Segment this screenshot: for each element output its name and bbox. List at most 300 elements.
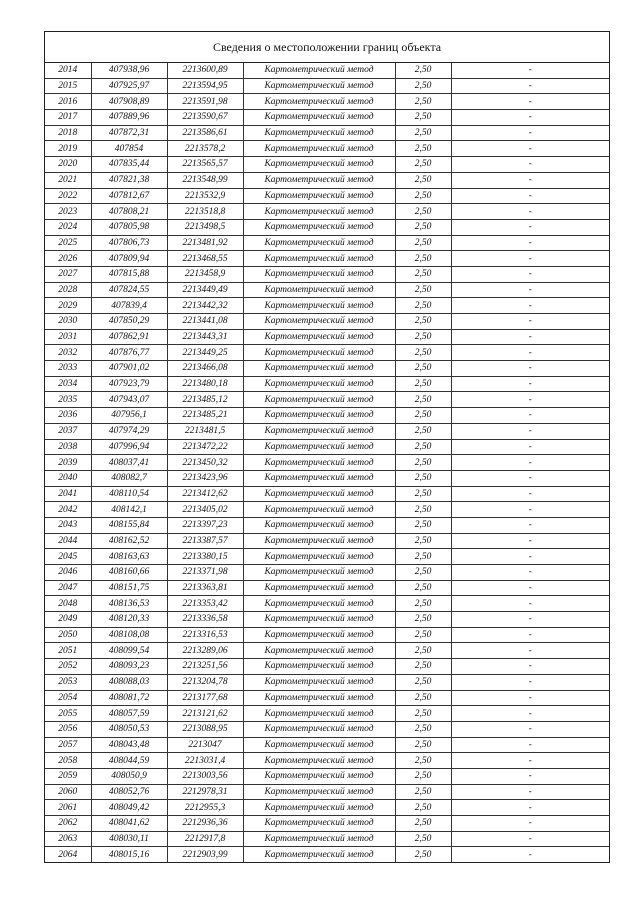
point-number-cell: 2052 [45, 659, 91, 675]
x-coordinate-cell: 408082,7 [91, 470, 167, 486]
table-row [45, 157, 609, 173]
x-coordinate-cell: 407938,96 [91, 63, 167, 78]
method-cell: Картометрический метод [243, 376, 395, 392]
description-cell: - [451, 627, 609, 643]
point-number-cell: 2017 [45, 110, 91, 126]
precision-cell: 2,50 [395, 533, 451, 549]
method-cell: Картометрический метод [243, 235, 395, 251]
method-cell: Картометрический метод [243, 251, 395, 267]
table-row [45, 329, 609, 345]
table-row [45, 486, 609, 502]
table-row [45, 110, 609, 126]
table-row [45, 627, 609, 643]
precision-cell: 2,50 [395, 78, 451, 94]
precision-cell: 2,50 [395, 659, 451, 675]
point-number-cell: 2037 [45, 423, 91, 439]
y-coordinate-cell: 2213121,62 [167, 706, 243, 722]
point-number-cell: 2024 [45, 219, 91, 235]
precision-cell: 2,50 [395, 690, 451, 706]
method-cell: Картометрический метод [243, 470, 395, 486]
table-row [45, 580, 609, 596]
description-cell: - [451, 298, 609, 314]
point-number-cell: 2063 [45, 831, 91, 847]
description-cell: - [451, 737, 609, 753]
y-coordinate-cell: 2213565,57 [167, 157, 243, 173]
y-coordinate-cell: 2213449,49 [167, 282, 243, 298]
description-cell: - [451, 831, 609, 847]
table-row [45, 251, 609, 267]
x-coordinate-cell: 407876,77 [91, 345, 167, 361]
precision-cell: 2,50 [395, 737, 451, 753]
precision-cell: 2,50 [395, 706, 451, 722]
method-cell: Картометрический метод [243, 282, 395, 298]
method-cell: Картометрический метод [243, 831, 395, 847]
precision-cell: 2,50 [395, 643, 451, 659]
precision-cell: 2,50 [395, 784, 451, 800]
table-row [45, 172, 609, 188]
x-coordinate-cell: 408093,23 [91, 659, 167, 675]
x-coordinate-cell: 408049,42 [91, 800, 167, 816]
x-coordinate-cell: 407850,29 [91, 314, 167, 330]
table-row [45, 596, 609, 612]
description-cell: - [451, 172, 609, 188]
table-row [45, 219, 609, 235]
y-coordinate-cell: 2213088,95 [167, 721, 243, 737]
y-coordinate-cell: 2212978,31 [167, 784, 243, 800]
precision-cell: 2,50 [395, 423, 451, 439]
y-coordinate-cell: 2213387,57 [167, 533, 243, 549]
y-coordinate-cell: 2213466,08 [167, 361, 243, 377]
point-number-cell: 2026 [45, 251, 91, 267]
point-number-cell: 2062 [45, 816, 91, 832]
x-coordinate-cell: 408099,54 [91, 643, 167, 659]
precision-cell: 2,50 [395, 314, 451, 330]
x-coordinate-cell: 407974,29 [91, 423, 167, 439]
table-row [45, 314, 609, 330]
description-cell: - [451, 674, 609, 690]
y-coordinate-cell: 2213586,61 [167, 125, 243, 141]
table-row [45, 94, 609, 110]
point-number-cell: 2030 [45, 314, 91, 330]
method-cell: Картометрический метод [243, 643, 395, 659]
point-number-cell: 2038 [45, 439, 91, 455]
method-cell: Картометрический метод [243, 565, 395, 581]
table-row [45, 612, 609, 628]
y-coordinate-cell: 2213371,98 [167, 565, 243, 581]
precision-cell: 2,50 [395, 361, 451, 377]
point-number-cell: 2032 [45, 345, 91, 361]
table-row [45, 549, 609, 565]
y-coordinate-cell: 2213289,06 [167, 643, 243, 659]
y-coordinate-cell: 2213468,55 [167, 251, 243, 267]
table-row [45, 298, 609, 314]
point-number-cell: 2040 [45, 470, 91, 486]
x-coordinate-cell: 407809,94 [91, 251, 167, 267]
method-cell: Картометрический метод [243, 768, 395, 784]
x-coordinate-cell: 408088,03 [91, 674, 167, 690]
table-row [45, 847, 609, 862]
precision-cell: 2,50 [395, 235, 451, 251]
description-cell: - [451, 125, 609, 141]
y-coordinate-cell: 2213548,99 [167, 172, 243, 188]
table-row [45, 204, 609, 220]
point-number-cell: 2020 [45, 157, 91, 173]
description-cell: - [451, 78, 609, 94]
method-cell: Картометрический метод [243, 141, 395, 157]
table-row [45, 345, 609, 361]
x-coordinate-cell: 407821,38 [91, 172, 167, 188]
method-cell: Картометрический метод [243, 784, 395, 800]
y-coordinate-cell: 2213380,15 [167, 549, 243, 565]
y-coordinate-cell: 2213204,78 [167, 674, 243, 690]
precision-cell: 2,50 [395, 219, 451, 235]
description-cell: - [451, 251, 609, 267]
table-row [45, 235, 609, 251]
coordinates-table [45, 63, 609, 862]
point-number-cell: 2060 [45, 784, 91, 800]
x-coordinate-cell: 408044,59 [91, 753, 167, 769]
y-coordinate-cell: 2213458,9 [167, 266, 243, 282]
x-coordinate-cell: 408162,52 [91, 533, 167, 549]
description-cell: - [451, 549, 609, 565]
table-row [45, 63, 609, 78]
point-number-cell: 2021 [45, 172, 91, 188]
point-number-cell: 2048 [45, 596, 91, 612]
table-row [45, 408, 609, 424]
precision-cell: 2,50 [395, 627, 451, 643]
table-row [45, 141, 609, 157]
method-cell: Картометрический метод [243, 659, 395, 675]
description-cell: - [451, 847, 609, 862]
precision-cell: 2,50 [395, 298, 451, 314]
y-coordinate-cell: 2213449,25 [167, 345, 243, 361]
x-coordinate-cell: 408108,08 [91, 627, 167, 643]
precision-cell: 2,50 [395, 847, 451, 862]
precision-cell: 2,50 [395, 188, 451, 204]
description-cell: - [451, 643, 609, 659]
method-cell: Картометрический метод [243, 94, 395, 110]
table-row [45, 470, 609, 486]
method-cell: Картометрический метод [243, 580, 395, 596]
point-number-cell: 2047 [45, 580, 91, 596]
description-cell: - [451, 470, 609, 486]
x-coordinate-cell: 408155,84 [91, 517, 167, 533]
precision-cell: 2,50 [395, 63, 451, 78]
x-coordinate-cell: 408057,59 [91, 706, 167, 722]
method-cell: Картометрический метод [243, 596, 395, 612]
description-cell: - [451, 266, 609, 282]
description-cell: - [451, 345, 609, 361]
precision-cell: 2,50 [395, 251, 451, 267]
precision-cell: 2,50 [395, 282, 451, 298]
x-coordinate-cell: 407808,21 [91, 204, 167, 220]
y-coordinate-cell: 2213498,5 [167, 219, 243, 235]
method-cell: Картометрический метод [243, 533, 395, 549]
y-coordinate-cell: 2213518,8 [167, 204, 243, 220]
description-cell: - [451, 580, 609, 596]
y-coordinate-cell: 2213047 [167, 737, 243, 753]
description-cell: - [451, 816, 609, 832]
method-cell: Картометрический метод [243, 517, 395, 533]
y-coordinate-cell: 2212936,36 [167, 816, 243, 832]
x-coordinate-cell: 408136,53 [91, 596, 167, 612]
point-number-cell: 2056 [45, 721, 91, 737]
precision-cell: 2,50 [395, 408, 451, 424]
description-cell: - [451, 188, 609, 204]
point-number-cell: 2039 [45, 455, 91, 471]
x-coordinate-cell: 407812,67 [91, 188, 167, 204]
x-coordinate-cell: 408142,1 [91, 502, 167, 518]
x-coordinate-cell: 407862,91 [91, 329, 167, 345]
y-coordinate-cell: 2213591,98 [167, 94, 243, 110]
description-cell: - [451, 235, 609, 251]
precision-cell: 2,50 [395, 831, 451, 847]
point-number-cell: 2045 [45, 549, 91, 565]
x-coordinate-cell: 408110,54 [91, 486, 167, 502]
description-cell: - [451, 361, 609, 377]
method-cell: Картометрический метод [243, 110, 395, 126]
table-row [45, 706, 609, 722]
point-number-cell: 2054 [45, 690, 91, 706]
x-coordinate-cell: 408037,41 [91, 455, 167, 471]
precision-cell: 2,50 [395, 329, 451, 345]
method-cell: Картометрический метод [243, 753, 395, 769]
method-cell: Картометрический метод [243, 204, 395, 220]
y-coordinate-cell: 2213412,62 [167, 486, 243, 502]
point-number-cell: 2057 [45, 737, 91, 753]
point-number-cell: 2015 [45, 78, 91, 94]
y-coordinate-cell: 2213450,32 [167, 455, 243, 471]
y-coordinate-cell: 2212917,8 [167, 831, 243, 847]
method-cell: Картометрический метод [243, 423, 395, 439]
point-number-cell: 2034 [45, 376, 91, 392]
method-cell: Картометрический метод [243, 612, 395, 628]
precision-cell: 2,50 [395, 549, 451, 565]
method-cell: Картометрический метод [243, 157, 395, 173]
point-number-cell: 2044 [45, 533, 91, 549]
table-row [45, 659, 609, 675]
description-cell: - [451, 392, 609, 408]
point-number-cell: 2042 [45, 502, 91, 518]
x-coordinate-cell: 407908,89 [91, 94, 167, 110]
table-row [45, 455, 609, 471]
precision-cell: 2,50 [395, 612, 451, 628]
x-coordinate-cell: 408015,16 [91, 847, 167, 862]
x-coordinate-cell: 408163,63 [91, 549, 167, 565]
description-cell: - [451, 784, 609, 800]
point-number-cell: 2041 [45, 486, 91, 502]
y-coordinate-cell: 2213481,5 [167, 423, 243, 439]
description-cell: - [451, 110, 609, 126]
precision-cell: 2,50 [395, 141, 451, 157]
method-cell: Картометрический метод [243, 298, 395, 314]
x-coordinate-cell: 407815,88 [91, 266, 167, 282]
table-row [45, 768, 609, 784]
point-number-cell: 2064 [45, 847, 91, 862]
precision-cell: 2,50 [395, 816, 451, 832]
description-cell: - [451, 533, 609, 549]
precision-cell: 2,50 [395, 266, 451, 282]
precision-cell: 2,50 [395, 721, 451, 737]
point-number-cell: 2050 [45, 627, 91, 643]
description-cell: - [451, 753, 609, 769]
document-title: Сведения о местоположении границ объекта [45, 32, 609, 63]
precision-cell: 2,50 [395, 502, 451, 518]
point-number-cell: 2043 [45, 517, 91, 533]
precision-cell: 2,50 [395, 94, 451, 110]
x-coordinate-cell: 408050,9 [91, 768, 167, 784]
y-coordinate-cell: 2213251,56 [167, 659, 243, 675]
table-row [45, 439, 609, 455]
description-cell: - [451, 612, 609, 628]
table-row [45, 784, 609, 800]
point-number-cell: 2018 [45, 125, 91, 141]
table-row [45, 266, 609, 282]
point-number-cell: 2036 [45, 408, 91, 424]
y-coordinate-cell: 2213363,81 [167, 580, 243, 596]
point-number-cell: 2027 [45, 266, 91, 282]
precision-cell: 2,50 [395, 455, 451, 471]
x-coordinate-cell: 408043,48 [91, 737, 167, 753]
point-number-cell: 2051 [45, 643, 91, 659]
point-number-cell: 2035 [45, 392, 91, 408]
table-row [45, 737, 609, 753]
description-cell: - [451, 721, 609, 737]
y-coordinate-cell: 2213578,2 [167, 141, 243, 157]
precision-cell: 2,50 [395, 517, 451, 533]
point-number-cell: 2053 [45, 674, 91, 690]
point-number-cell: 2025 [45, 235, 91, 251]
method-cell: Картометрический метод [243, 361, 395, 377]
point-number-cell: 2022 [45, 188, 91, 204]
x-coordinate-cell: 407901,02 [91, 361, 167, 377]
description-cell: - [451, 141, 609, 157]
point-number-cell: 2016 [45, 94, 91, 110]
table-row [45, 502, 609, 518]
precision-cell: 2,50 [395, 125, 451, 141]
table-row [45, 816, 609, 832]
x-coordinate-cell: 408081,72 [91, 690, 167, 706]
y-coordinate-cell: 2213443,31 [167, 329, 243, 345]
method-cell: Картометрический метод [243, 78, 395, 94]
boundary-table-sheet [44, 31, 610, 863]
y-coordinate-cell: 2213480,18 [167, 376, 243, 392]
precision-cell: 2,50 [395, 674, 451, 690]
description-cell: - [451, 690, 609, 706]
precision-cell: 2,50 [395, 172, 451, 188]
table-row [45, 533, 609, 549]
method-cell: Картометрический метод [243, 63, 395, 78]
description-cell: - [451, 517, 609, 533]
x-coordinate-cell: 408120,33 [91, 612, 167, 628]
description-cell: - [451, 219, 609, 235]
method-cell: Картометрический метод [243, 219, 395, 235]
description-cell: - [451, 376, 609, 392]
precision-cell: 2,50 [395, 110, 451, 126]
x-coordinate-cell: 407839,4 [91, 298, 167, 314]
point-number-cell: 2058 [45, 753, 91, 769]
description-cell: - [451, 63, 609, 78]
precision-cell: 2,50 [395, 596, 451, 612]
method-cell: Картометрический метод [243, 188, 395, 204]
precision-cell: 2,50 [395, 157, 451, 173]
y-coordinate-cell: 2213177,68 [167, 690, 243, 706]
description-cell: - [451, 439, 609, 455]
table-row [45, 517, 609, 533]
y-coordinate-cell: 2213600,89 [167, 63, 243, 78]
method-cell: Картометрический метод [243, 266, 395, 282]
x-coordinate-cell: 408052,76 [91, 784, 167, 800]
method-cell: Картометрический метод [243, 816, 395, 832]
precision-cell: 2,50 [395, 580, 451, 596]
method-cell: Картометрический метод [243, 549, 395, 565]
x-coordinate-cell: 407889,96 [91, 110, 167, 126]
description-cell: - [451, 486, 609, 502]
method-cell: Картометрический метод [243, 125, 395, 141]
description-cell: - [451, 94, 609, 110]
method-cell: Картометрический метод [243, 345, 395, 361]
y-coordinate-cell: 2213397,23 [167, 517, 243, 533]
description-cell: - [451, 329, 609, 345]
method-cell: Картометрический метод [243, 329, 395, 345]
x-coordinate-cell: 408041,62 [91, 816, 167, 832]
method-cell: Картометрический метод [243, 706, 395, 722]
y-coordinate-cell: 2213316,53 [167, 627, 243, 643]
y-coordinate-cell: 2213353,42 [167, 596, 243, 612]
y-coordinate-cell: 2213481,92 [167, 235, 243, 251]
method-cell: Картометрический метод [243, 690, 395, 706]
y-coordinate-cell: 2213594,95 [167, 78, 243, 94]
point-number-cell: 2031 [45, 329, 91, 345]
method-cell: Картометрический метод [243, 674, 395, 690]
table-row [45, 565, 609, 581]
point-number-cell: 2019 [45, 141, 91, 157]
table-row [45, 361, 609, 377]
y-coordinate-cell: 2213590,67 [167, 110, 243, 126]
method-cell: Картометрический метод [243, 627, 395, 643]
point-number-cell: 2046 [45, 565, 91, 581]
point-number-cell: 2049 [45, 612, 91, 628]
y-coordinate-cell: 2212955,3 [167, 800, 243, 816]
method-cell: Картометрический метод [243, 408, 395, 424]
y-coordinate-cell: 2213532,9 [167, 188, 243, 204]
precision-cell: 2,50 [395, 486, 451, 502]
precision-cell: 2,50 [395, 439, 451, 455]
description-cell: - [451, 314, 609, 330]
precision-cell: 2,50 [395, 470, 451, 486]
table-row [45, 674, 609, 690]
precision-cell: 2,50 [395, 753, 451, 769]
x-coordinate-cell: 407943,07 [91, 392, 167, 408]
table-row [45, 392, 609, 408]
table-row [45, 800, 609, 816]
x-coordinate-cell: 407925,97 [91, 78, 167, 94]
y-coordinate-cell: 2213405,02 [167, 502, 243, 518]
y-coordinate-cell: 2213003,56 [167, 768, 243, 784]
x-coordinate-cell: 408050,53 [91, 721, 167, 737]
y-coordinate-cell: 2212903,99 [167, 847, 243, 862]
table-row [45, 282, 609, 298]
method-cell: Картометрический метод [243, 737, 395, 753]
x-coordinate-cell: 407805,98 [91, 219, 167, 235]
x-coordinate-cell: 407854 [91, 141, 167, 157]
description-cell: - [451, 565, 609, 581]
y-coordinate-cell: 2213423,96 [167, 470, 243, 486]
table-row [45, 643, 609, 659]
x-coordinate-cell: 407923,79 [91, 376, 167, 392]
precision-cell: 2,50 [395, 768, 451, 784]
method-cell: Картометрический метод [243, 455, 395, 471]
